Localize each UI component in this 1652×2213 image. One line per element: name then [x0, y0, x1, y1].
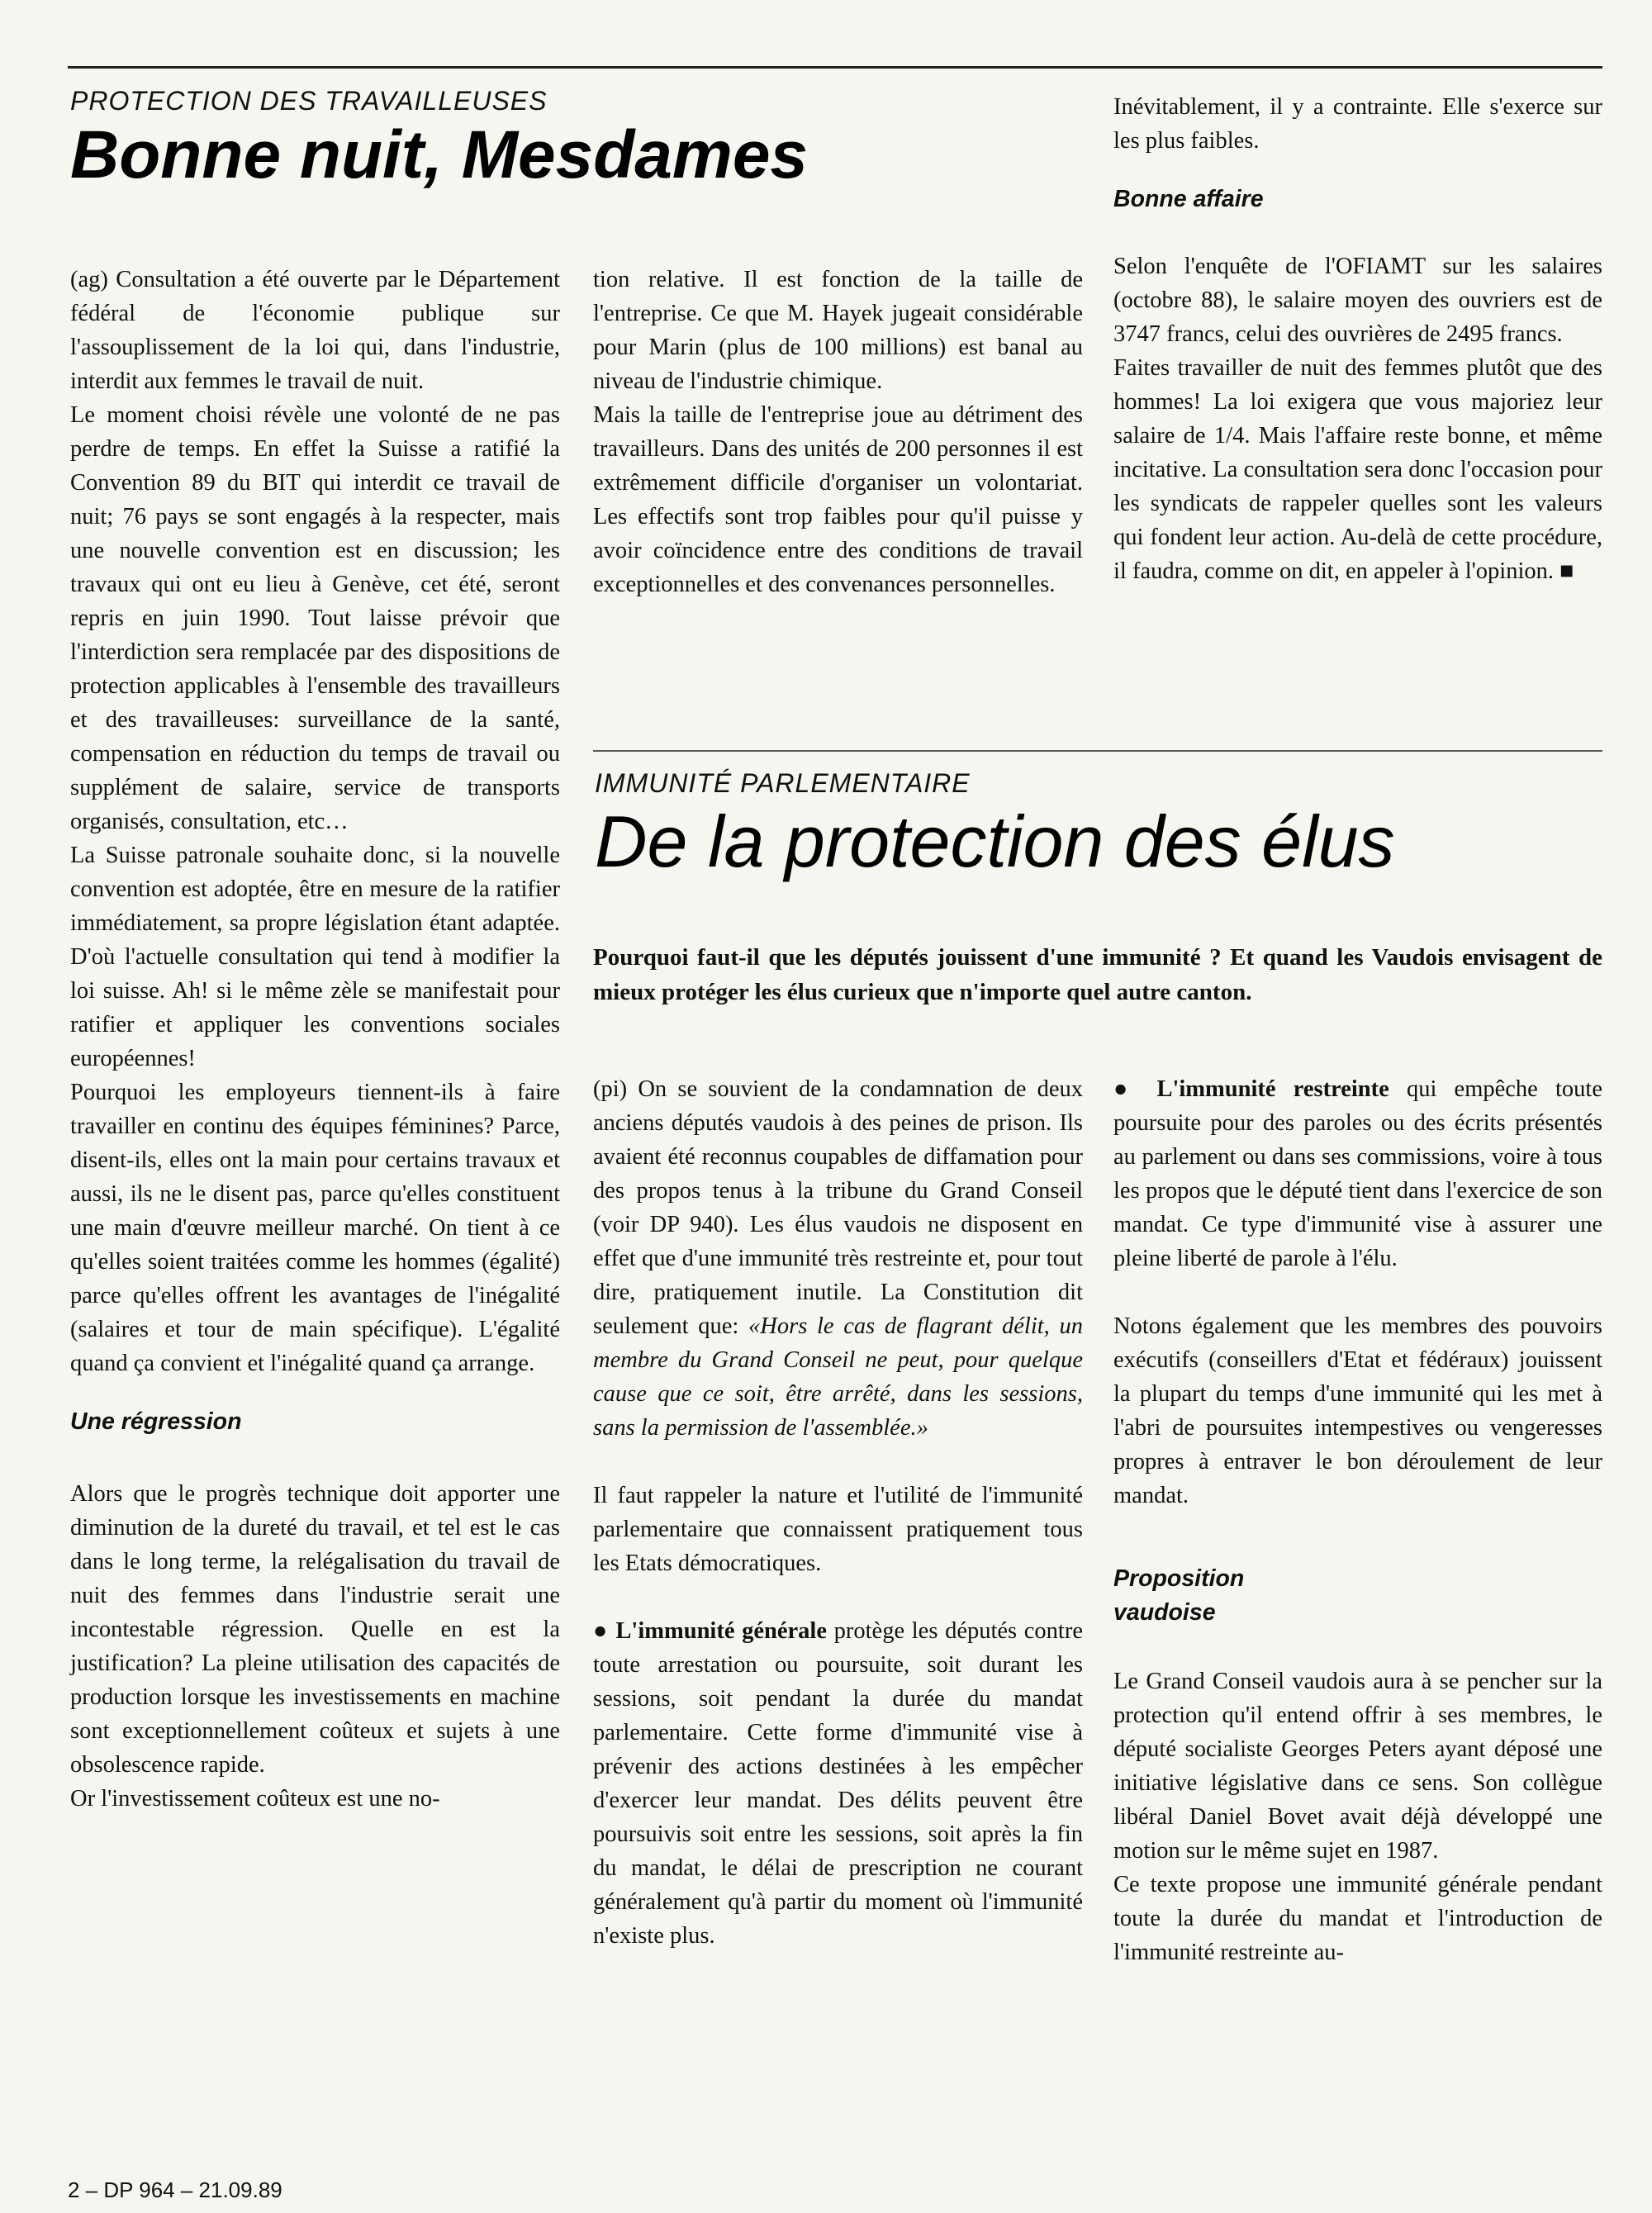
top-rule: [68, 66, 1602, 69]
article1-column-1: [70, 263, 560, 1816]
article2-lead: [593, 940, 1602, 1009]
subhead-une-regression: Une régression: [70, 1408, 242, 1435]
paragraph: Le Grand Conseil vaudois aura à se pencher sur la protection qu'il entend offrir à ses membres, le député socialiste Georges Peters ayant déposé une initiative législative dans ce sens. Son collègue libéral Daniel Bovet avait déjà développé une motion sur le même sujet en 1987.: [1113, 1669, 1602, 1864]
bullet-immunite-restreinte: ● L'immunité restreinte: [1113, 1076, 1389, 1102]
paragraph: Pourquoi les employeurs tiennent-ils à faire travailler en continu des équipes féminines? Parce, disent-ils, elles ont la main pour certains travaux et aussi, ils ne le disent pas, parce qu'elles constituent une main d'œuvre meilleur marché. On tient à ce qu'elles soient traitées comme les hommes (égalité) parce qu'elles offrent les avantages de l'inégalité (salaires et tour de main spécifique). L'égalité quand ça convient et l'inégalité quand ça arrange.: [70, 1080, 560, 1376]
paragraph: Alors que le progrès technique doit apporter une diminution de la dureté du travail, et tel est le cas dans le long terme, la relégalisation du travail de nuit des femmes dans l'industrie serait une incontestable régression. Quelle en est la justification? La pleine utilisation des capacités de production lorsque les investissements en machine sont exceptionnellement coûteux et sujets à une obsolescence rapide.: [70, 1481, 560, 1778]
paragraph: Mais la taille de l'entreprise joue au détriment des travailleurs. Dans des unités de 200 personnes il est extrêmement difficile d'organiser un volontariat. Les effectifs sont trop faibles pour qu'il puisse y avoir coïncidence entre des conditions de travail exceptionnelles et des convenances personnelles.: [593, 402, 1083, 597]
article2-column-3: [1113, 1072, 1602, 1969]
bullet-text: qui empêche toute poursuite pour des paroles ou des écrits présentés au parlement ou dans ses commissions, voire à tous les propos que le député tient dans l'exercice de son mandat. Ce type d'immunité vise à assurer une pleine liberté de parole à l'élu.: [1113, 1076, 1602, 1271]
subhead-line: vaudoise: [1113, 1599, 1216, 1626]
paragraph: La Suisse patronale souhaite donc, si la nouvelle convention est adoptée, être en mesure de la ratifier immédiatement, sa propre législation étant adaptée. D'où l'actuelle consultation qui tend à modifier la loi suisse. Ah! si le même zèle se manifestait pour ratifier et appliquer les conventions sociales européennes!: [70, 843, 560, 1071]
constitution-quote: «Hors le cas de flagrant délit, un membre du Grand Conseil ne peut, pour quelque cause que ce soit, être arrêté, dans les sessions, sans la permission de l'assemblée.»: [593, 1313, 1083, 1441]
subhead-bonne-affaire: Bonne affaire: [1113, 186, 1264, 212]
paragraph: Notons également que les membres des pouvoirs exécutifs (conseillers d'Etat et fédéraux) jouissent la plupart du temps d'une immunité qui les met à l'abri de poursuites intempestives ou vengeresses propres à entraver le bon déroulement de leur mandat.: [1113, 1313, 1602, 1508]
section-divider: [593, 750, 1602, 752]
article1-column-2: [593, 263, 1083, 601]
article2-header: [595, 768, 1602, 882]
paragraph: Selon l'enquête de l'OFIAMT sur les salaires (octobre 88), le salaire moyen des ouvriers est de 3747 francs, celui des ouvrières de 2495 francs.: [1113, 254, 1602, 347]
intro-text: (pi) On se souvient de la condamnation de deux anciens députés vaudois à des peines de prison. Ils avaient été reconnus coupables de diffamation pour des propos tenus à la tribune du Grand Conseil (voir DP 940). Les élus vaudois ne disposent en effet que d'une immunité très restreinte et, pour tout dire, pratiquement inutile. La Constitution dit seulement que:: [593, 1076, 1083, 1339]
page-footer: 2 – DP 964 – 21.09.89: [68, 2177, 282, 2202]
paragraph: Le moment choisi révèle une volonté de ne pas perdre de temps. En effet la Suisse a ratifié la Convention 89 du BIT qui interdit ce travail de nuit; 76 pays se sont engagés à la respecter, mais une nouvelle convention est en discussion; les travaux qui ont eu lieu à Genève, cet été, seront repris en juin 1990. Tout laisse prévoir que l'interdiction sera remplacée par des dispositions de protection applicables à l'ensemble des travailleurs et des travailleuses: surveillance de la santé, compensation en réduction du temps de travail ou supplément de salaire, service de transports organisés, consultation, etc…: [70, 402, 560, 834]
subhead-line: Proposition: [1113, 1565, 1245, 1592]
paragraph: [1113, 1072, 1602, 1275]
paragraph: [593, 1072, 1083, 1445]
article2-column-2: [593, 1072, 1083, 1953]
paragraph: (ag) Consultation a été ouverte par le Département fédéral de l'économie publique sur l'assouplissement de la loi qui, dans l'industrie, interdit aux femmes le travail de nuit.: [70, 267, 560, 394]
paragraph: [593, 1614, 1083, 1953]
article1-kicker: PROTECTION DES TRAVAILLEUSES: [70, 86, 548, 116]
lead-paragraph: Pourquoi faut-il que les députés jouissent d'une immunité ? Et quand les Vaudois envisagent de mieux protéger les élus curieux que n'importe quel autre canton.: [593, 944, 1602, 1005]
article1-header: [70, 86, 1061, 192]
paragraph: Ce texte propose une immunité générale pendant toute la durée du mandat et l'introduction de l'immunité restreinte au-: [1113, 1872, 1602, 1965]
article2-kicker: IMMUNITÉ PARLEMENTAIRE: [595, 768, 971, 798]
paragraph: tion relative. Il est fonction de la taille de l'entreprise. Ce que M. Hayek jugeait considérable pour Marin (plus de 100 millions) est banal au niveau de l'industrie chimique.: [593, 267, 1083, 394]
article1-title: Bonne nuit, Mesdames: [70, 117, 809, 192]
paragraph: Inévitablement, il y a contrainte. Elle s'exerce sur les plus faibles.: [1113, 94, 1602, 154]
bullet-immunite-generale: ● L'immunité générale: [593, 1618, 827, 1644]
subhead-proposition-vaudoise: [1113, 1562, 1602, 1630]
paragraph: Faites travailler de nuit des femmes plutôt que des hommes! La loi exigera que vous majoriez leur salaire de 1/4. Mais l'affaire reste bonne, et même incitative. La consultation sera donc l'occasion pour les syndicats de rappeler quelles sont les valeurs qui fondent leur action. Au-delà de cette procédure, il faudra, comme on dit, en appeler à l'opinion. ■: [1113, 355, 1602, 584]
bullet-text: protège les députés contre toute arrestation ou poursuite, soit durant les sessions, soit pendant la durée du mandat parlementaire. Cette forme d'immunité vise à prévenir des actions destinées à les empêcher d'exercer leur mandat. Des délits peuvent être poursuivis soit entre les sessions, soit après la fin du mandat, le délai de prescription ne courant généralement qu'à partir du moment où l'immunité n'existe plus.: [593, 1618, 1083, 1949]
paragraph: Il faut rappeler la nature et l'utilité de l'immunité parlementaire que connaissent pratiquement tous les Etats démocratiques.: [593, 1483, 1083, 1576]
article2-title: De la protection des élus: [595, 800, 1395, 882]
article1-column-3: [1113, 90, 1602, 588]
paragraph: Or l'investissement coûteux est une no-: [70, 1786, 440, 1812]
